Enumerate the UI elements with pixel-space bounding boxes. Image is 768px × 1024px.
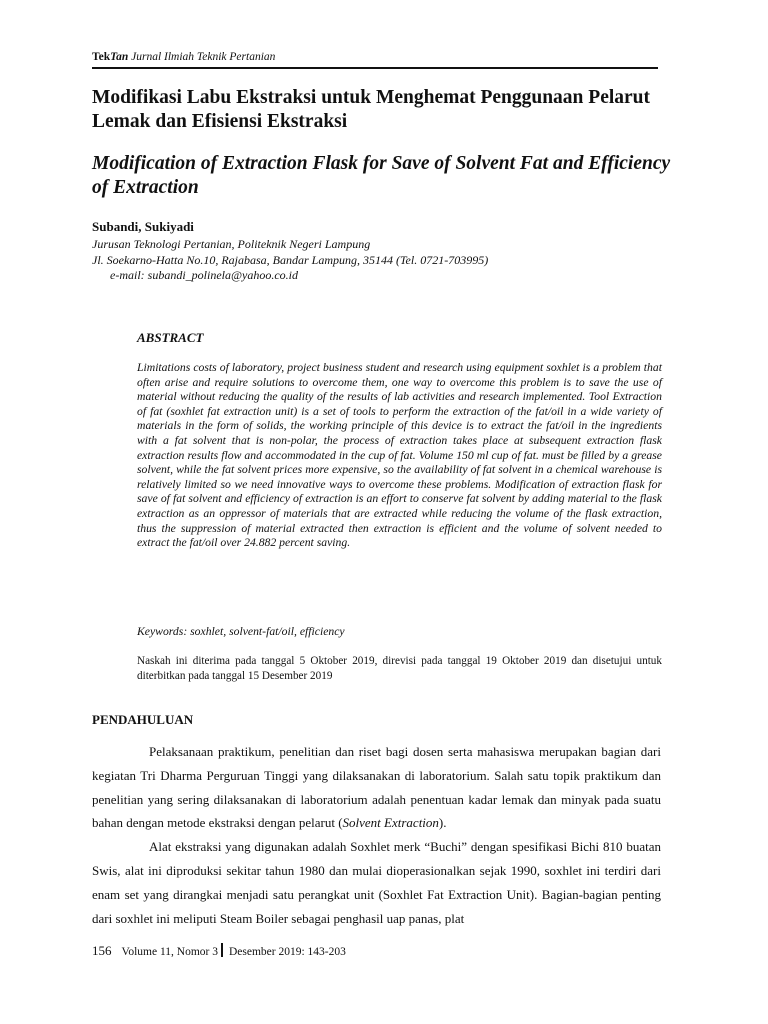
footer-date-pages: Desember 2019: 143-203	[228, 946, 346, 958]
intro-paragraph-1: Pelaksanaan praktikum, penelitian dan riset bagi dosen serta mahasiswa merupakan bagian dari kegiatan Tri Dharma Perguruan Tinggi yang dilaksanakan di laboratorium. Salah satu topik praktikum dan penelitian yang sering dilaksanakan di laboratorium adalah penentuan kadar lemak dan minyak pada suatu bahan dengan metode ekstraksi dengan pelarut (Solvent Extraction).	[92, 744, 661, 831]
running-head	[92, 50, 275, 64]
article-title-indonesian: Modifikasi Labu Ekstraksi untuk Menghemat Penggunaan Pelarut Lemak dan Efisiensi Ekstraksi	[92, 87, 651, 132]
affiliation-department: Jurusan Teknologi Pertanian, Politeknik Negeri Lampung	[92, 237, 371, 251]
page-footer	[92, 943, 346, 960]
affiliation	[92, 237, 652, 284]
footer-volume: Volume 11, Nomor 3	[121, 946, 218, 958]
keywords: Keywords: soxhlet, solvent-fat/oil, efficiency	[137, 625, 345, 638]
authors: Subandi, Sukiyadi	[92, 219, 194, 234]
footer-separator	[221, 943, 223, 957]
abstract-text: Limitations costs of laboratory, project business student and research using equipment soxhlet is a problem that often arise and require solutions to overcome them, one way to overcome this problem is to save the use of material without reducing the quality of the results of lab activities and research implemented. Tool Extraction of fat (soxhlet fat extraction unit) is a set of tools to perform the extraction of the fat/oil in a wide variety of materials in the form of solids, the working principle of this device is to extract the fat/oil in the ingredients with a fat solvent that is non-polar, the process of extraction takes place at subsequent extraction flask extraction results flow and accommodated in the cup of fat. Volume 150 ml cup of fat. must be filled by a grease solvent, while the fat solvent prices more expensive, so the availability of fat solvent in a chemical warehouse is relatively limited so we need innovative ways to overcome these problems. Modification of extraction flask for save of fat solvent and efficiency of extraction is an effort to conserve fat solvent by adding material to the flask extraction as an oppressor of materials that are extracted while reducing the volume of the flask extraction, thus the suppression of material extracted then extraction is efficient and the volume of solvent needed to extract the fat/oil over 24.882 percent saving.	[137, 361, 662, 550]
section-heading-introduction: PENDAHULUAN	[92, 712, 194, 727]
journal-name: Jurnal Ilmiah Teknik Pertanian	[131, 51, 276, 63]
affiliation-address: Jl. Soekarno-Hatta No.10, Rajabasa, Bandar Lampung, 35144 (Tel. 0721-703995)	[92, 252, 489, 267]
page-number: 156	[92, 943, 112, 958]
header-rule	[92, 67, 658, 69]
received-dates: Naskah ini diterima pada tanggal 5 Oktober 2019, direvisi pada tanggal 19 Oktober 2019 dan disetujui untuk diterbitkan pada tanggal 15 Desember 2019	[137, 655, 662, 682]
journal-brand: TekTan	[92, 51, 129, 63]
introduction-body	[92, 740, 661, 930]
abstract-heading: ABSTRACT	[137, 330, 204, 345]
affiliation-email[interactable]: e-mail: subandi_polinela@yahoo.co.id	[110, 268, 299, 282]
intro-paragraph-2: Alat ekstraksi yang digunakan adalah Soxhlet merk “Buchi” dengan spesifikasi Bichi 810 buatan Swis, alat ini diproduksi sekitar tahun 1980 dan mulai dioperasionalkan sejak 1990, soxhlet ini terdiri dari enam set yang dirangkai menjadi satu perangkat unit (Soxhlet Fat Extraction Unit). Bagian-bagian penting dari soxhlet ini meliputi Steam Boiler sebagai penghasil uap panas, plat	[92, 839, 661, 926]
article-title-english: Modification of Extraction Flask for Save of Solvent Fat and Efficiency of Extraction	[92, 153, 671, 198]
